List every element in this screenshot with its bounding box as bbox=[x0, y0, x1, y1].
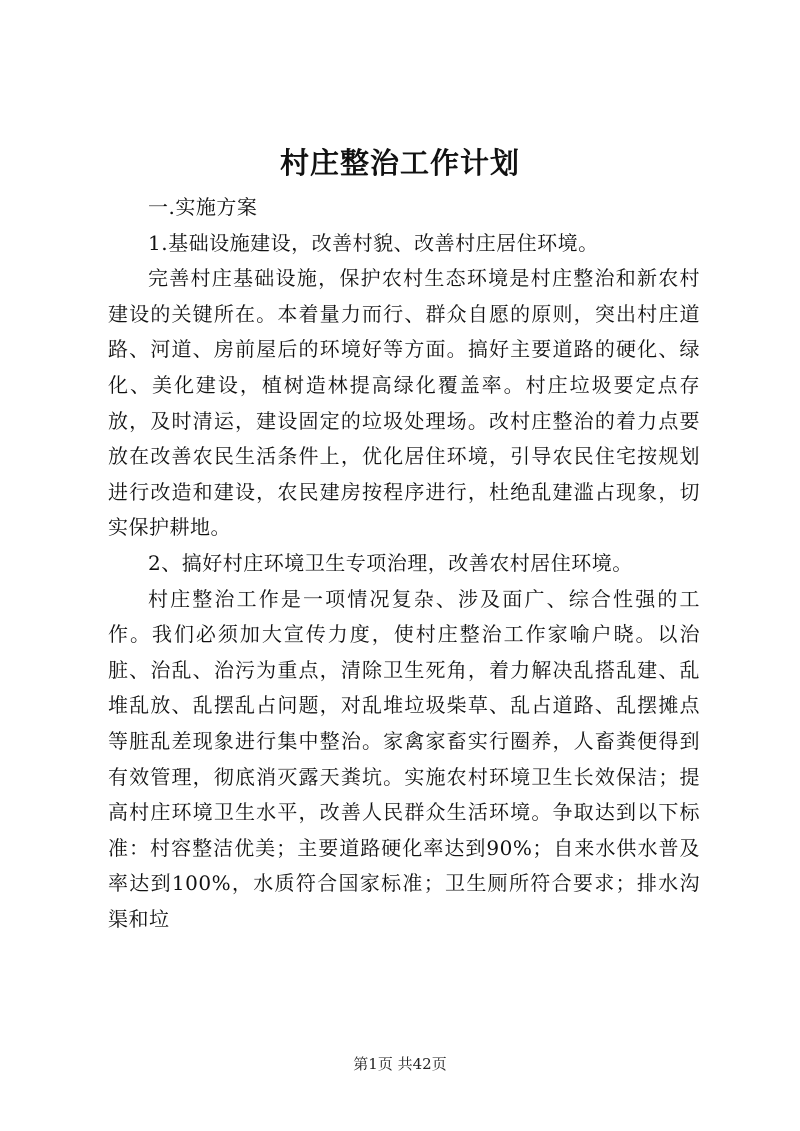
page-number-footer: 第1页 共42页 bbox=[353, 1055, 447, 1073]
body-paragraph-2: 村庄整治工作是一项情况复杂、涉及面广、综合性强的工作。我们必须加大宣传力度，使村庄整治工作家喻户晓。以治脏、治乱、治污为重点，清除卫生死角，着力解决乱搭乱建、乱堆乱放、乱摆乱占问题，对乱堆垃圾柴草、乱占道路、乱摆摊点等脏乱差现象进行集中整治。家禽家畜实行圈养，人畜粪便得到有效管理，彻底消灭露天粪坑。实施农村环境卫生长效保洁；提高村庄环境卫生水平，改善人民群众生活环境。争取达到以下标准：村容整洁优美；主要道路硬化率达到90%；自来水供水普及率达到100%，水质符合国家标准；卫生厕所符合要求；排水沟渠和垃 bbox=[108, 586, 700, 931]
document-title: 村庄整治工作计划 bbox=[279, 146, 520, 180]
section-heading: 一.实施方案 bbox=[148, 195, 258, 219]
body-paragraph-1: 完善村庄基础设施，保护农村生态环境是村庄整治和新农村建设的关键所在。本着量力而行、群众自愿的原则，突出村庄道路、河道、房前屋后的环境好等方面。搞好主要道路的硬化、绿化、美化建设，植树造林提高绿化覆盖率。村庄垃圾要定点存放，及时清运，建设固定的垃圾处理场。改村庄整治的着力点要放在改善农民生活条件上，优化居住环境，引导农民住宅按规划进行改造和建设，农民建房按程序进行，杜绝乱建滥占现象，切实保护耕地。 bbox=[108, 266, 700, 540]
document-body bbox=[108, 190, 700, 937]
subsection-heading-1: 1.基础设施建设，改善村貌、改善村庄居住环境。 bbox=[148, 230, 599, 255]
subsection-heading-2: 2、搞好村庄环境卫生专项治理，改善农村居住环境。 bbox=[148, 550, 633, 575]
